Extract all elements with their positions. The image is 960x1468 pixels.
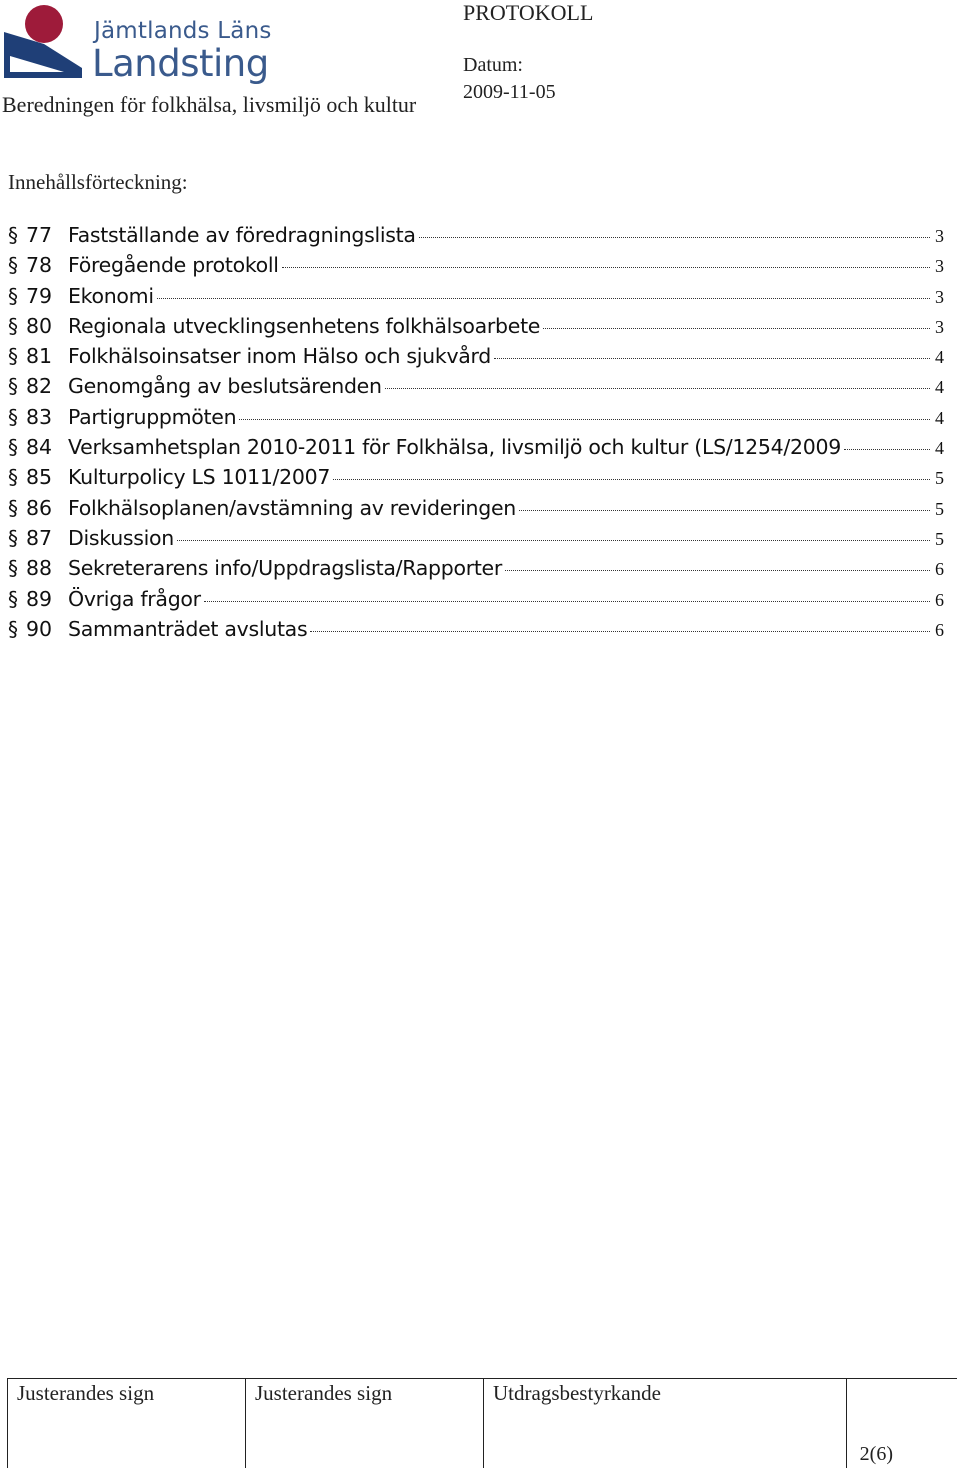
toc-entry-title: Diskussion	[68, 525, 174, 550]
toc-dot-leader	[157, 298, 930, 299]
toc-entry-page: 3	[935, 286, 944, 307]
toc-entry[interactable]	[8, 314, 944, 344]
toc-entry-title: Verksamhetsplan 2010-2011 för Folkhälsa, livsmiljö och kultur (LS/1254/2009	[68, 435, 841, 460]
footer-label: Justerandes sign	[17, 1381, 155, 1405]
toc-entry[interactable]	[8, 253, 944, 283]
toc-entry-title: Sammanträdet avslutas	[68, 616, 308, 641]
toc-entry-number: 81	[26, 344, 53, 369]
toc-dot-leader	[204, 601, 930, 602]
toc-dot-leader	[310, 631, 930, 632]
toc-entry-title: Regionala utvecklingsenhetens folkhälsoarbete	[68, 313, 541, 338]
section-symbol: §	[8, 586, 18, 611]
toc-dot-leader	[177, 540, 930, 541]
section-symbol: §	[8, 223, 18, 247]
toc-entry[interactable]	[8, 344, 944, 374]
toc-dot-leader	[844, 449, 930, 450]
toc-dot-leader	[519, 510, 930, 511]
section-symbol: §	[8, 616, 18, 641]
toc-dot-leader	[419, 237, 930, 238]
toc-entry-title: Kulturpolicy LS 1011/2007	[68, 465, 331, 490]
toc-entry-title: Ekonomi	[68, 283, 154, 308]
section-symbol: §	[8, 556, 18, 581]
toc-entry-page: 4	[935, 347, 944, 368]
logo-text-line2: Landsting	[92, 42, 269, 85]
toc-entry-page: 4	[935, 407, 944, 428]
toc-entry[interactable]	[8, 223, 944, 253]
toc-entry-number: 85	[26, 465, 53, 490]
toc-heading: Innehållsförteckning:	[8, 170, 188, 194]
toc-entry-page: 6	[935, 559, 944, 580]
page-number: 2(6)	[859, 1443, 893, 1465]
toc-entry-number: 90	[26, 616, 53, 641]
toc-entry-title: Sekreterarens info/Uppdragslista/Rapporter	[68, 556, 502, 581]
date-value: 2009-11-05	[463, 81, 556, 103]
toc-dot-leader	[333, 479, 930, 480]
footer-cell-sign-2	[245, 1379, 483, 1468]
toc-entry-number: 79	[26, 283, 53, 308]
toc-entry[interactable]	[8, 617, 944, 647]
footer-label: Utdragsbestyrkande	[493, 1381, 661, 1405]
toc-entry-number: 78	[26, 253, 53, 278]
toc-entry-page: 3	[935, 256, 944, 277]
toc-entry-page: 5	[935, 498, 944, 519]
toc-dot-leader	[543, 328, 930, 329]
section-symbol: §	[8, 525, 18, 550]
signature-footer	[7, 1378, 957, 1468]
section-symbol: §	[8, 344, 18, 369]
toc-dot-leader	[282, 267, 930, 268]
toc-entry-page: 6	[935, 589, 944, 610]
section-symbol: §	[8, 374, 18, 399]
toc-entry-page: 6	[935, 619, 944, 640]
footer-label: Justerandes sign	[255, 1381, 393, 1405]
toc-entry-page: 3	[935, 316, 944, 337]
toc-dot-leader	[494, 358, 930, 359]
toc-entry[interactable]	[8, 587, 944, 617]
toc-entry-number: 87	[26, 525, 53, 550]
section-symbol: §	[8, 465, 18, 490]
toc-entry-title: Övriga frågor	[68, 586, 201, 611]
toc-entry-page: 4	[935, 377, 944, 398]
toc-entry-page: 4	[935, 438, 944, 459]
document-type: PROTOKOLL	[463, 0, 594, 25]
landsting-logo	[4, 4, 274, 86]
section-symbol: §	[8, 283, 18, 308]
toc-entry-title: Föregående protokoll	[68, 253, 279, 278]
section-symbol: §	[8, 313, 18, 338]
toc-dot-leader	[505, 570, 930, 571]
toc-entry-number: 89	[26, 586, 53, 611]
toc-entry-number: 84	[26, 435, 53, 460]
toc-entry[interactable]	[8, 374, 944, 404]
toc-entry-title: Folkhälsoinsatser inom Hälso och sjukvård	[68, 344, 492, 369]
toc-entry-title: Folkhälsoplanen/avstämning av revideringen	[68, 495, 516, 520]
section-symbol: §	[8, 435, 18, 460]
toc-entry-number: 82	[26, 374, 53, 399]
toc-entry[interactable]	[8, 435, 944, 465]
department-name: Beredningen för folkhälsa, livsmiljö och kultur	[2, 92, 417, 117]
footer-cell-sign-1	[7, 1379, 245, 1468]
toc-entry-number: 83	[26, 404, 53, 429]
toc-dot-leader	[239, 419, 930, 420]
toc-entry-title: Fastställande av föredragningslista	[68, 223, 416, 247]
section-symbol: §	[8, 495, 18, 520]
toc-entry-number: 86	[26, 495, 53, 520]
toc-entry[interactable]	[8, 465, 944, 495]
toc-entry-page: 5	[935, 468, 944, 489]
toc-entry-title: Partigruppmöten	[68, 404, 237, 429]
footer-cell-certified	[483, 1379, 846, 1468]
toc-entry-page: 3	[935, 226, 944, 246]
toc-dot-leader	[385, 388, 930, 389]
date-label: Datum:	[463, 54, 523, 76]
section-symbol: §	[8, 253, 18, 278]
section-symbol: §	[8, 404, 18, 429]
toc-entry-title: Genomgång av beslutsärenden	[68, 374, 382, 399]
toc-entry[interactable]	[8, 405, 944, 435]
toc-entry[interactable]	[8, 284, 944, 314]
toc-entry[interactable]	[8, 556, 944, 586]
toc-entry-number: 77	[26, 223, 53, 247]
toc-entry-page: 5	[935, 528, 944, 549]
toc-entry[interactable]	[8, 526, 944, 556]
toc-entry-number: 88	[26, 556, 53, 581]
logo-emblem-icon	[4, 4, 90, 86]
logo-text-line1: Jämtlands Läns	[94, 18, 272, 44]
toc-entry[interactable]	[8, 496, 944, 526]
table-of-contents	[8, 223, 944, 647]
toc-entry-number: 80	[26, 313, 53, 338]
